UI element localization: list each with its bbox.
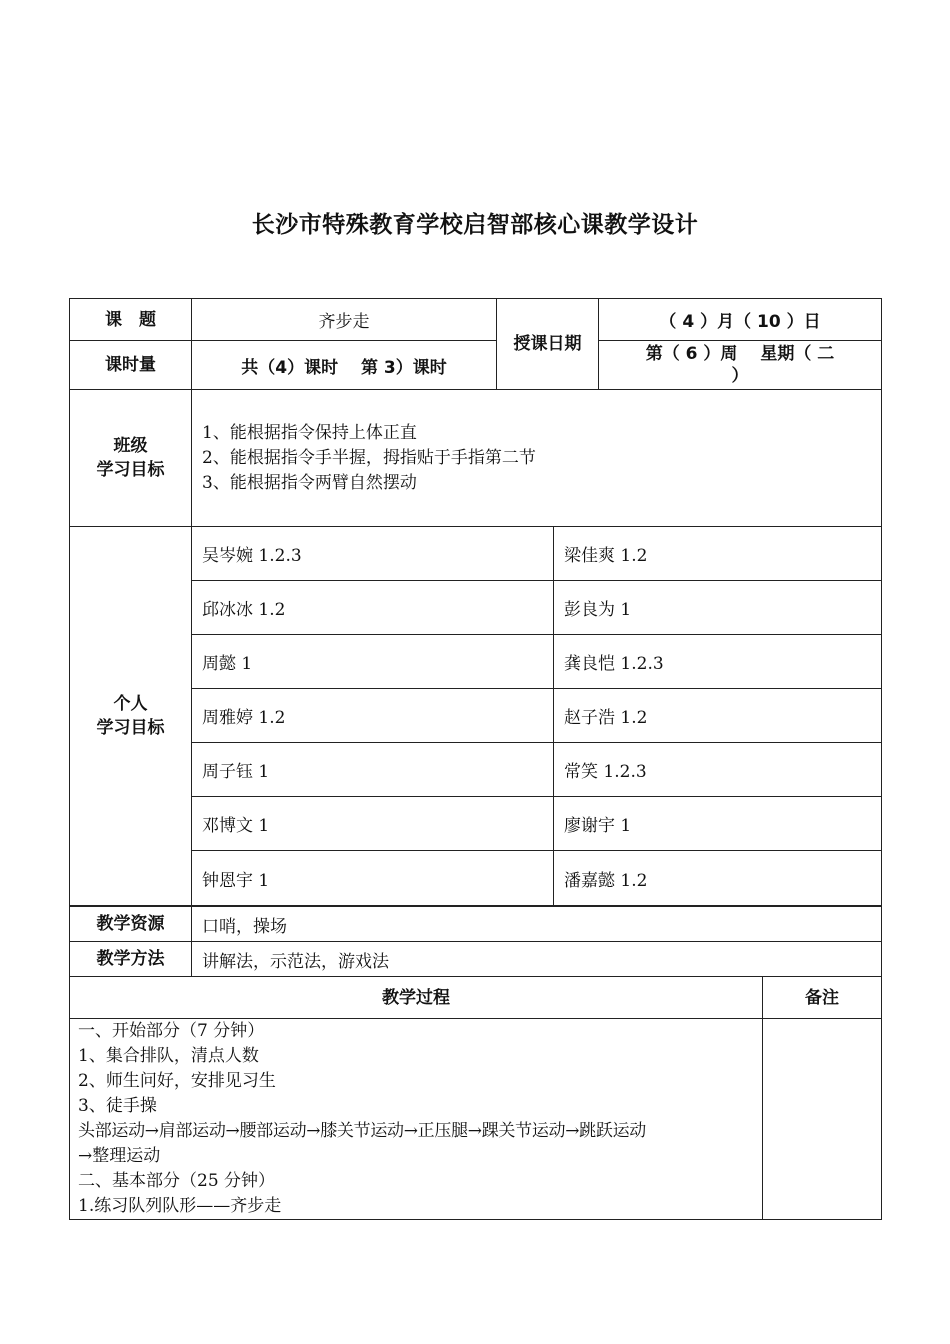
class-goal-item: 1、能根据指令保持上体正直 <box>202 422 417 443</box>
individual-goals-label <box>70 527 192 906</box>
class-goal-item: 2、能根据指令手半握，拇指贴于手指第二节 <box>202 447 536 468</box>
document-title: 长沙市特殊教育学校启智部核心课教学设计 <box>251 212 699 238</box>
hours-value: 共（4）课时 第 3）课时 <box>192 341 497 390</box>
student-goal: 邱冰冰 1.2 <box>192 581 554 635</box>
process-line: 2、师生问好，安排见习生 <box>78 1071 276 1091</box>
individual-goals-label-line1: 个人 <box>113 694 148 714</box>
date-value: （ 4 ）月（ 10 ）日 <box>599 299 882 341</box>
date-label: 授课日期 <box>497 299 599 390</box>
class-goals-label <box>70 390 192 527</box>
student-goal: 龚良恺 1.2.3 <box>554 635 882 689</box>
student-goal: 常笑 1.2.3 <box>554 743 882 797</box>
process-table <box>69 976 882 1220</box>
resources-label: 教学资源 <box>70 907 192 942</box>
student-goal: 廖谢宇 1 <box>554 797 882 851</box>
process-line: 1、集合排队，清点人数 <box>78 1046 259 1066</box>
week-value-line1: 第（ 6 ）周 星期（ 二 <box>645 344 835 364</box>
process-line: 1.练习队列队形——齐步走 <box>78 1196 282 1216</box>
student-goal: 钟恩宇 1 <box>192 851 554 906</box>
process-line: →整理运动 <box>78 1146 161 1166</box>
student-goal: 周雅婷 1.2 <box>192 689 554 743</box>
notes-content <box>763 1019 882 1220</box>
topic-value: 齐步走 <box>192 299 497 341</box>
class-goals-label-line2: 学习目标 <box>96 460 165 480</box>
class-goals-table <box>69 389 882 527</box>
student-goal: 赵子浩 1.2 <box>554 689 882 743</box>
process-content <box>70 1019 763 1220</box>
hours-label: 课时量 <box>70 341 192 390</box>
topic-label: 课 题 <box>70 299 192 341</box>
process-line: 二、基本部分（25 分钟） <box>78 1171 276 1191</box>
student-goal: 吴岑婉 1.2.3 <box>192 527 554 581</box>
individual-goals-label-line2: 学习目标 <box>96 718 165 738</box>
header-table <box>69 298 882 390</box>
process-line: 头部运动→肩部运动→腰部运动→膝关节运动→正压腿→踝关节运动→跳跃运动 <box>78 1121 646 1141</box>
student-goal: 邓博文 1 <box>192 797 554 851</box>
notes-header: 备注 <box>763 977 882 1019</box>
resources-value: 口哨，操场 <box>192 907 882 942</box>
student-goal: 彭良为 1 <box>554 581 882 635</box>
student-goal: 潘嘉懿 1.2 <box>554 851 882 906</box>
process-header: 教学过程 <box>70 977 763 1019</box>
resources-methods-table <box>69 906 882 977</box>
student-goal: 周懿 1 <box>192 635 554 689</box>
week-value-line2: ） <box>731 366 749 386</box>
individual-goals-table <box>69 526 882 906</box>
class-goals-label-line1: 班级 <box>113 436 148 456</box>
process-line: 3、徒手操 <box>78 1096 157 1116</box>
week-value <box>599 341 882 390</box>
class-goal-item: 3、能根据指令两臂自然摆动 <box>202 472 417 493</box>
class-goals-list <box>192 390 882 527</box>
student-goal: 梁佳爽 1.2 <box>554 527 882 581</box>
methods-value: 讲解法，示范法，游戏法 <box>192 942 882 977</box>
methods-label: 教学方法 <box>70 942 192 977</box>
process-line: 一、开始部分（7 分钟） <box>78 1021 265 1041</box>
student-goal: 周子钰 1 <box>192 743 554 797</box>
